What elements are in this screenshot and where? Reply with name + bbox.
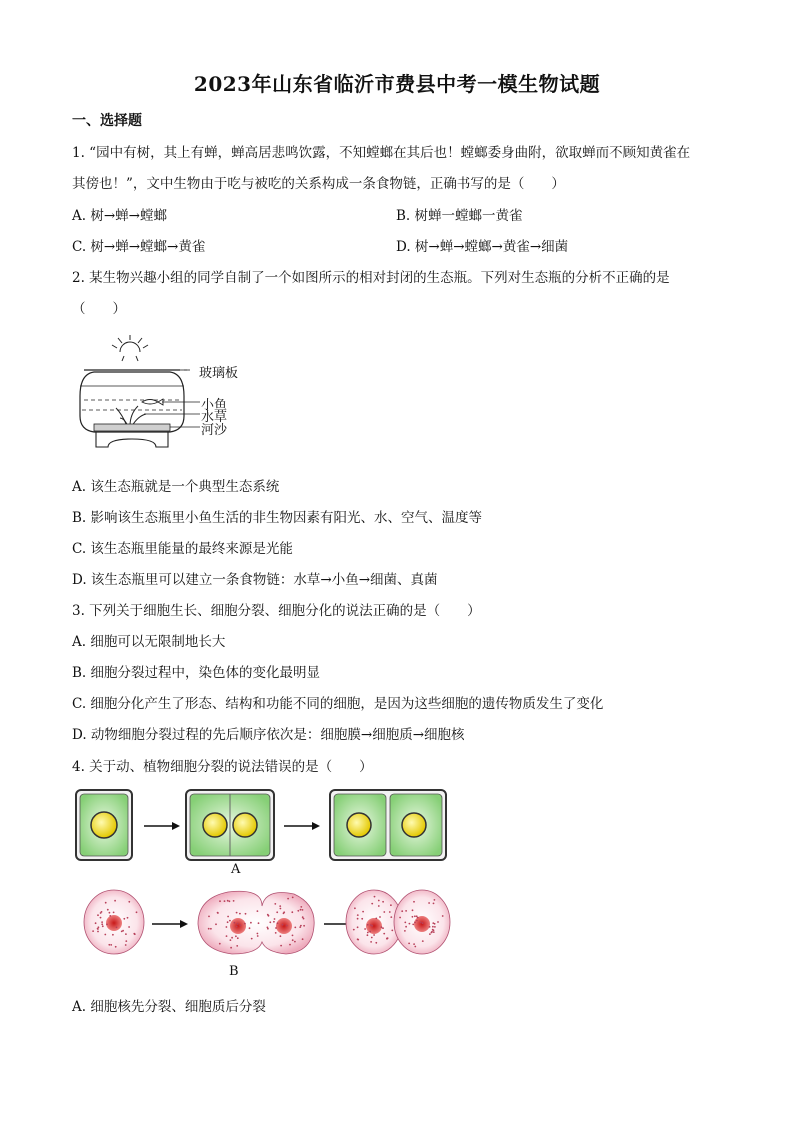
cytoplasm-granule [404, 922, 406, 924]
cytoplasm-granule [230, 947, 232, 949]
cytoplasm-granule [127, 917, 129, 919]
cytoplasm-granule [353, 929, 355, 931]
cytoplasm-granule [215, 923, 217, 925]
cytoplasm-granule [367, 932, 369, 934]
cytoplasm-granule [378, 905, 380, 907]
label-small-fish: 小鱼 [201, 398, 228, 413]
cytoplasm-granule [294, 941, 296, 943]
cytoplasm-granule [282, 924, 284, 926]
cytoplasm-granule [357, 918, 359, 920]
cytoplasm-granule [224, 900, 226, 902]
cytoplasm-granule [257, 935, 259, 937]
animal-cell-1 [84, 890, 144, 954]
cytoplasm-granule [280, 935, 282, 937]
cytoplasm-granule [300, 925, 302, 927]
cytoplasm-granule [369, 931, 371, 933]
cytoplasm-granule [267, 914, 269, 916]
arrow-icon [152, 920, 188, 928]
cytoplasm-granule [274, 903, 276, 905]
cytoplasm-granule [276, 911, 278, 913]
cytoplasm-granule [422, 940, 424, 942]
cytoplasm-granule [286, 925, 288, 927]
q3-option-a: A. 细胞可以无限制地长大 [72, 634, 226, 650]
cytoplasm-granule [437, 921, 439, 923]
cytoplasm-granule [227, 916, 229, 918]
cytoplasm-granule [97, 914, 99, 916]
cytoplasm-granule [230, 939, 232, 941]
figure-label-b: B [229, 964, 239, 979]
q2-stem-line1: 2. 某生物兴趣小组的同学自制了一个如图所示的相对封闭的生态瓶。下列对生态瓶的分析不正确的是 [72, 270, 670, 286]
q3-option-b: B. 细胞分裂过程中，染色体的变化最明显 [72, 665, 321, 681]
cytoplasm-granule [239, 913, 241, 915]
cytoplasm-granule [374, 896, 376, 898]
cytoplasm-granule [401, 910, 403, 912]
cytoplasm-granule [416, 920, 418, 922]
cytoplasm-granule [229, 900, 231, 902]
cytoplasm-granule [292, 897, 294, 899]
cytoplasm-granule [408, 943, 410, 945]
cytoplasm-granule [289, 944, 291, 946]
cytoplasm-granule [367, 934, 369, 936]
cytoplasm-granule [227, 900, 229, 902]
cytoplasm-granule [287, 898, 289, 900]
cytoplasm-granule [414, 915, 416, 917]
cytoplasm-granule [231, 937, 233, 939]
cytoplasm-granule [110, 944, 112, 946]
cytoplasm-granule [354, 907, 356, 909]
cytoplasm-granule [208, 916, 210, 918]
sun-icon [112, 335, 148, 361]
cytoplasm-granule [279, 905, 281, 907]
cytoplasm-granule [257, 910, 259, 912]
cytoplasm-granule [280, 908, 282, 910]
cytoplasm-granule [379, 916, 381, 918]
cytoplasm-granule [101, 911, 103, 913]
cytoplasm-granule [399, 917, 401, 919]
cytoplasm-granule [244, 923, 246, 925]
cytoplasm-granule [428, 902, 430, 904]
cytoplasm-granule [429, 926, 431, 928]
cytoplasm-granule [128, 926, 130, 928]
cytoplasm-granule [292, 939, 294, 941]
plant-cell-3 [330, 790, 446, 860]
cytoplasm-granule [92, 930, 94, 932]
q2-option-d: D. 该生态瓶里可以建立一条食物链：水草→小鱼→细菌、真菌 [72, 572, 438, 588]
cytoplasm-granule [432, 926, 434, 928]
plant-cell-1 [76, 790, 132, 860]
cytoplasm-granule [429, 933, 431, 935]
cytoplasm-granule [267, 927, 269, 929]
q1-option-a: A. 树→蝉→螳螂 [72, 208, 167, 224]
cytoplasm-granule [404, 930, 406, 932]
cytoplasm-granule [302, 938, 304, 940]
cytoplasm-granule [417, 917, 419, 919]
cytoplasm-granule [113, 912, 115, 914]
cytoplasm-granule [97, 928, 99, 930]
bottle-stand [96, 432, 168, 447]
cytoplasm-granule [269, 921, 271, 923]
cytoplasm-granule [390, 916, 392, 918]
cytoplasm-granule [434, 899, 436, 901]
q2-option-b: B. 影响该生态瓶里小鱼生活的非生物因素有阳光、水、空气、温度等 [72, 510, 483, 526]
cytoplasm-granule [226, 926, 228, 928]
cytoplasm-granule [257, 933, 259, 935]
cytoplasm-granule [412, 909, 414, 911]
cytoplasm-granule [373, 934, 375, 936]
cytoplasm-granule [303, 925, 305, 927]
cytoplasm-granule [302, 909, 304, 911]
cytoplasm-granule [134, 933, 136, 935]
cytoplasm-granule [226, 935, 228, 937]
cytoplasm-granule [109, 915, 111, 917]
cytoplasm-granule [361, 918, 363, 920]
q1-option-d: D. 树→蝉→螳螂→黄雀→细菌 [396, 239, 569, 255]
cytoplasm-granule [292, 935, 294, 937]
arrow-icon [144, 822, 180, 830]
q2-stem-line2: （ ） [72, 301, 126, 317]
cytoplasm-granule [277, 922, 279, 924]
cytoplasm-granule [414, 946, 416, 948]
cytoplasm-granule [136, 911, 138, 913]
cytoplasm-granule [420, 922, 422, 924]
cytoplasm-granule [219, 900, 221, 902]
cytoplasm-granule [371, 903, 373, 905]
cytoplasm-granule [125, 944, 127, 946]
plant-cell-division-figure [72, 788, 452, 864]
animal-cell-3 [346, 890, 450, 954]
q1-option-b: B. 树蝉一螳螂一黄雀 [396, 208, 523, 224]
cytoplasm-granule [357, 939, 359, 941]
cytoplasm-granule [275, 927, 277, 929]
cytoplasm-granule [433, 931, 435, 933]
cytoplasm-granule [375, 918, 377, 920]
cytoplasm-granule [433, 929, 435, 931]
cytoplasm-granule [114, 900, 116, 902]
cytoplasm-granule [362, 911, 364, 913]
cytoplasm-granule [106, 924, 108, 926]
cytoplasm-granule [116, 926, 118, 928]
q3-stem: 3. 下列关于细胞生长、细胞分裂、细胞分化的说法正确的是（ ） [72, 603, 481, 619]
cytoplasm-granule [236, 926, 238, 928]
q2-option-a: A. 该生态瓶就是一个典型生态系统 [72, 479, 280, 495]
cytoplasm-granule [378, 900, 380, 902]
cytoplasm-granule [105, 902, 107, 904]
cytoplasm-granule [102, 925, 104, 927]
cytoplasm-granule [405, 910, 407, 912]
page-title: 2023年山东省临沂市费县中考一模生物试题 [193, 72, 601, 96]
cytoplasm-granule [274, 918, 276, 920]
cytoplasm-granule [112, 934, 114, 936]
cytoplasm-granule [128, 901, 130, 903]
cytoplasm-granule [370, 941, 372, 943]
cytoplasm-granule [237, 937, 239, 939]
q1-stem-line1: 1. “园中有树，其上有蝉，蝉高居悲鸣饮露，不知螳螂在其后也！螳螂委身曲附，欲取蝉而不顾知黄雀在 [72, 145, 691, 161]
cytoplasm-granule [236, 945, 238, 947]
cytoplasm-granule [210, 928, 212, 930]
cytoplasm-granule [391, 930, 393, 932]
cytoplasm-granule [382, 901, 384, 903]
cytoplasm-granule [297, 910, 299, 912]
q3-option-c: C. 细胞分化产生了形态、结构和功能不同的细胞，是因为这些细胞的遗传物质发生了变化 [72, 696, 604, 712]
cytoplasm-granule [357, 914, 359, 916]
cytoplasm-granule [291, 911, 293, 913]
cytoplasm-granule [431, 931, 433, 933]
cytoplasm-granule [233, 900, 235, 902]
cytoplasm-granule [125, 933, 127, 935]
cytoplasm-granule [97, 931, 99, 933]
cytoplasm-granule [273, 921, 275, 923]
cytoplasm-granule [108, 944, 110, 946]
cytoplasm-granule [383, 911, 385, 913]
cytoplasm-granule [364, 928, 366, 930]
cytoplasm-granule [100, 917, 102, 919]
label-glass-plate: 玻璃板 [199, 366, 239, 381]
plant-cell-2 [186, 790, 274, 860]
q1-option-c: C. 树→蝉→螳螂→黄雀 [72, 239, 206, 255]
cytoplasm-granule [109, 912, 111, 914]
cytoplasm-granule [125, 940, 127, 942]
cytoplasm-granule [375, 942, 377, 944]
cytoplasm-granule [245, 913, 247, 915]
sand-layer [94, 424, 170, 431]
q4-stem: 4. 关于动、植物细胞分裂的说法错误的是（ ） [72, 759, 373, 775]
cytoplasm-granule [229, 920, 231, 922]
cytoplasm-granule [412, 916, 414, 918]
cytoplasm-granule [227, 921, 229, 923]
cytoplasm-granule [409, 923, 411, 925]
cytoplasm-granule [294, 927, 296, 929]
cytoplasm-granule [405, 926, 407, 928]
cytoplasm-granule [442, 915, 444, 917]
cytoplasm-granule [101, 923, 103, 925]
cytoplasm-granule [382, 927, 384, 929]
q4-option-a: A. 细胞核先分裂、细胞质后分裂 [72, 999, 266, 1015]
cytoplasm-granule [219, 943, 221, 945]
cytoplasm-granule [300, 906, 302, 908]
cytoplasm-granule [357, 926, 359, 928]
cytoplasm-granule [115, 946, 117, 948]
cytoplasm-granule [275, 932, 277, 934]
cytoplasm-granule [432, 922, 434, 924]
cytoplasm-granule [208, 928, 210, 930]
section-heading: 一、选择题 [72, 113, 142, 129]
fish-icon [142, 399, 163, 405]
cytoplasm-granule [107, 909, 109, 911]
cytoplasm-granule [236, 912, 238, 914]
cytoplasm-granule [250, 922, 252, 924]
cytoplasm-granule [300, 909, 302, 911]
cytoplasm-granule [121, 931, 123, 933]
cytoplasm-granule [414, 922, 416, 924]
label-water-plant: 水草 [201, 410, 228, 425]
figure-label-a: A [231, 862, 241, 877]
cytoplasm-granule [258, 922, 260, 924]
q3-option-d: D. 动物细胞分裂过程的先后顺序依次是：细胞膜→细胞质→细胞核 [72, 727, 465, 743]
cytoplasm-granule [249, 927, 251, 929]
cytoplasm-granule [422, 922, 424, 924]
cytoplasm-granule [434, 926, 436, 928]
q2-option-c: C. 该生态瓶里能量的最终来源是光能 [72, 541, 293, 557]
cytoplasm-granule [283, 911, 285, 913]
cytoplasm-granule [412, 924, 414, 926]
cytoplasm-granule [235, 935, 237, 937]
cytoplasm-granule [251, 938, 253, 940]
cytoplasm-granule [101, 921, 103, 923]
cytoplasm-granule [280, 945, 282, 947]
cytoplasm-granule [95, 922, 97, 924]
q1-stem-line2: 其傍也！”，文中生物由于吃与被吃的关系构成一条食物链，正确书写的是（ ） [72, 176, 565, 192]
arrow-icon [284, 822, 320, 830]
animal-cell-2 [198, 891, 314, 954]
cytoplasm-granule [433, 903, 435, 905]
cytoplasm-granule [367, 924, 369, 926]
cytoplasm-granule [240, 925, 242, 927]
cytoplasm-granule [217, 912, 219, 914]
cytoplasm-granule [383, 933, 385, 935]
cytoplasm-granule [390, 904, 392, 906]
cytoplasm-granule [386, 938, 388, 940]
cytoplasm-granule [413, 943, 415, 945]
cytoplasm-granule [123, 918, 125, 920]
cytoplasm-granule [237, 923, 239, 925]
cytoplasm-granule [381, 926, 383, 928]
cytoplasm-granule [98, 926, 100, 928]
cytoplasm-granule [413, 901, 415, 903]
water-plant-icon [116, 406, 146, 426]
cytoplasm-granule [302, 916, 304, 918]
label-river-sand: 河沙 [201, 423, 228, 438]
animal-cell-division-figure [82, 886, 462, 960]
cytoplasm-granule [104, 934, 106, 936]
cytoplasm-granule [389, 911, 391, 913]
cytoplasm-granule [234, 922, 236, 924]
cytoplasm-granule [371, 937, 373, 939]
cytoplasm-granule [370, 924, 372, 926]
